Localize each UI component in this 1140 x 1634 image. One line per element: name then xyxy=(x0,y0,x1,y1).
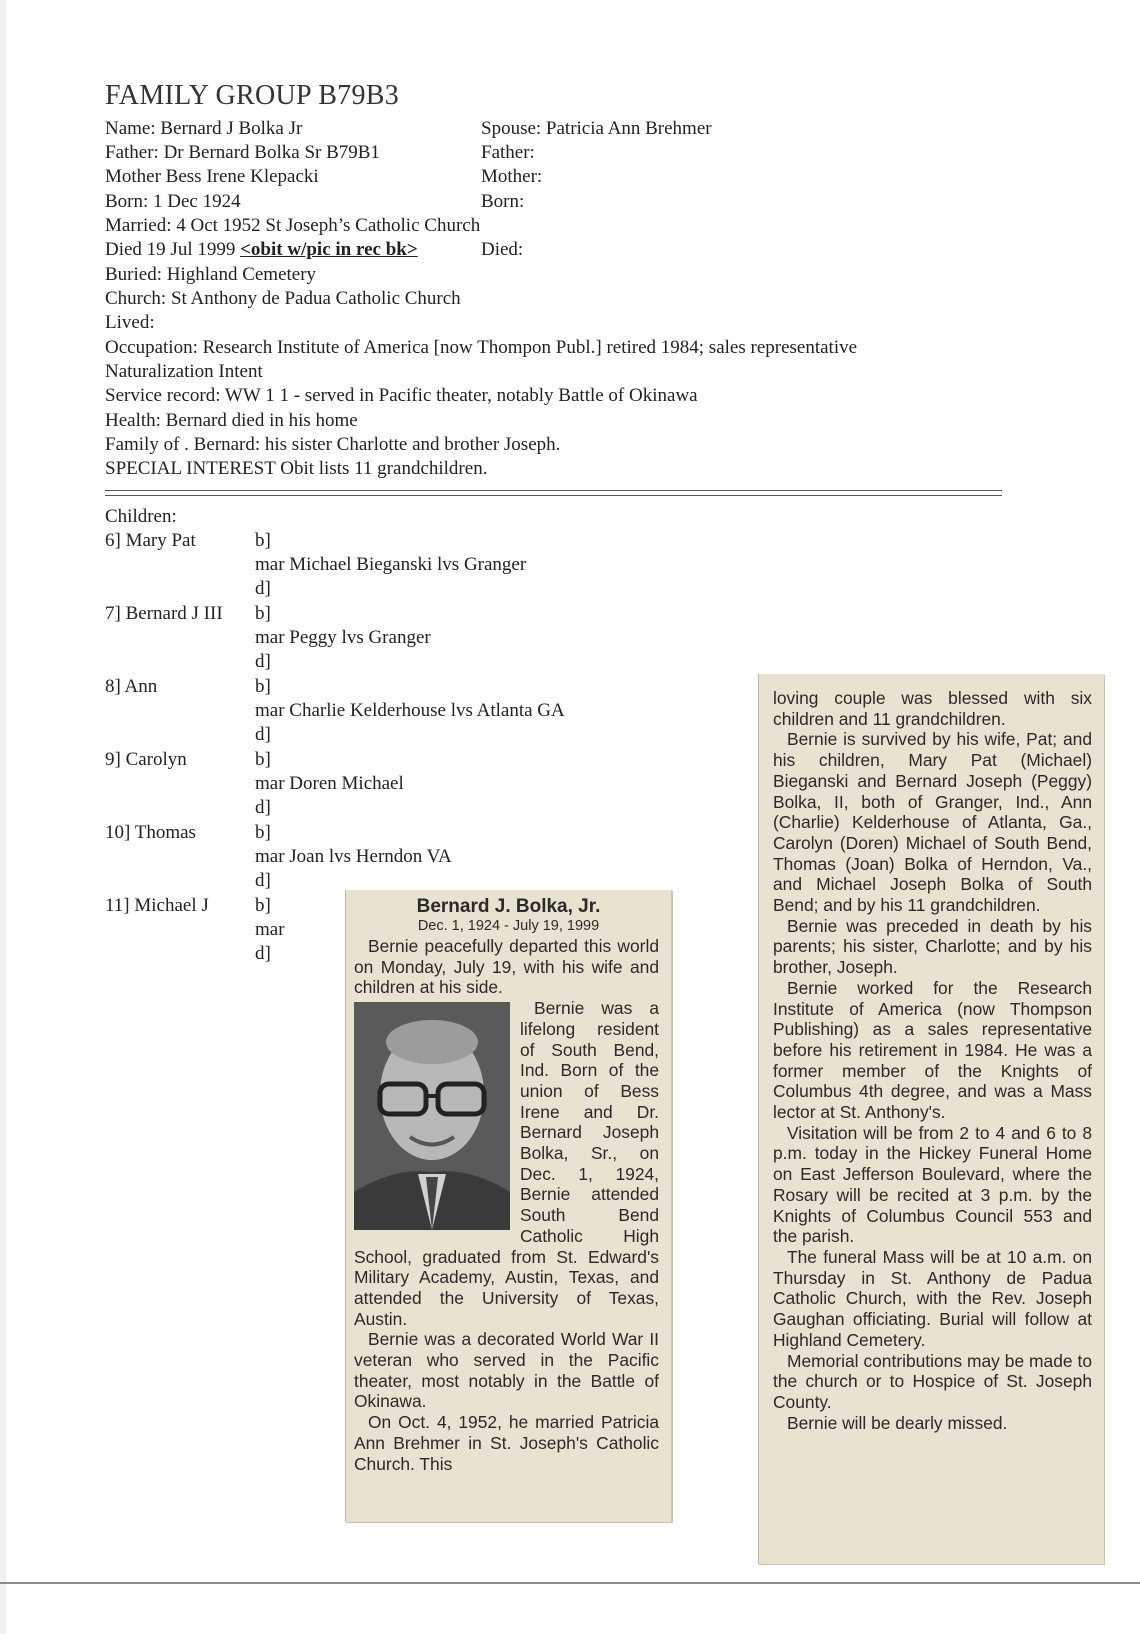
obituary-dates: Dec. 1, 1924 - July 19, 1999 xyxy=(417,918,600,934)
section-divider xyxy=(105,490,1002,496)
child-name: 9] Carolyn xyxy=(105,749,187,770)
occupation-field: Occupation: Research Institute of America [now Thompon Publ.] retired 1984; sales representative xyxy=(105,337,858,358)
child-died: d] xyxy=(255,578,271,599)
child-name: 11] Michael J xyxy=(105,895,209,916)
obituary-paragraph: Bernie worked for the Research Institute of America (now Thompson Publishing) as a sales representative before his retirement in 1984. He was a former member of the Knights of Columbus 4th degree, and was a Mass lector at St. Anthony's. xyxy=(773,977,1092,1123)
lived-field: Lived: xyxy=(105,312,155,333)
obituary-paragraph: loving couple was blessed with six children and 11 grandchildren. xyxy=(773,688,1092,729)
child-born: b] xyxy=(255,530,271,551)
child-name: 6] Mary Pat xyxy=(105,530,196,551)
obituary-paragraph: Bernie was preceded in death by his parents; his sister, Charlotte; and by his brother, Joseph. xyxy=(773,915,1092,978)
mother-field: Mother Bess Irene Klepacki xyxy=(105,166,319,187)
special-interest-field: SPECIAL INTEREST Obit lists 11 grandchildren. xyxy=(105,458,488,479)
buried-field: Buried: Highland Cemetery xyxy=(105,264,317,285)
name-field: Name: Bernard J Bolka Jr xyxy=(105,118,303,139)
naturalization-field: Naturalization Intent xyxy=(105,361,263,382)
spouse-died-field: Died: xyxy=(481,239,524,260)
children-label: Children: xyxy=(105,506,177,527)
child-died: d] xyxy=(255,724,271,745)
spouse-born-field: Born: xyxy=(481,191,525,212)
obituary-paragraph: On Oct. 4, 1952, he married Patricia Ann Brehmer in St. Joseph's Catholic Church. This xyxy=(354,1412,659,1474)
obituary-clipping-2 xyxy=(758,674,1104,1564)
page-title: FAMILY GROUP B79B3 xyxy=(105,80,400,111)
child-born: b] xyxy=(255,676,271,697)
obituary-paragraph: The funeral Mass will be at 10 a.m. on Thursday in St. Anthony de Padua Catholic Church, with the Rev. Joseph Gaughan officiating. Burial will follow at Highland Cemetery. xyxy=(773,1246,1092,1350)
obituary-paragraph: Bernie was a decorated World War II veteran who served in the Pacific theater, most notably in the Battle of Okinawa. xyxy=(354,1329,659,1412)
child-name: 10] Thomas xyxy=(105,822,196,843)
obit-link[interactable]: <obit w/pic in rec bk> xyxy=(240,239,418,260)
spouse-father-field: Father: xyxy=(481,142,535,163)
child-married: mar xyxy=(255,919,285,940)
page-bottom-rule xyxy=(0,1582,1140,1584)
child-married: mar Joan lvs Herndon VA xyxy=(255,846,452,867)
child-born: b] xyxy=(255,749,271,770)
obituary-paragraph: Bernie will be dearly missed. xyxy=(787,1412,1008,1433)
obituary-paragraph: Visitation will be from 2 to 4 and 6 to 8 p.m. today in the Hickey Funeral Home on East Jefferson Boulevard, where the Rosary will be recited at 3 p.m. by the Knights of Columbus Council 553 and the parish. xyxy=(773,1122,1092,1247)
child-name: 8] Ann xyxy=(105,676,158,697)
church-field: Church: St Anthony de Padua Catholic Church xyxy=(105,288,461,309)
child-died: d] xyxy=(255,870,271,891)
child-married: mar Doren Michael xyxy=(255,773,404,794)
child-married: mar Peggy lvs Granger xyxy=(255,627,431,648)
family-of-field: Family of . Bernard: his sister Charlotte and brother Joseph. xyxy=(105,434,561,455)
child-died: d] xyxy=(255,651,271,672)
child-born: b] xyxy=(255,822,271,843)
obituary-paragraph: Bernie peacefully departed this world on Monday, July 19, with his wife and children at his side. xyxy=(354,936,659,998)
obituary-paragraph: Bernie is survived by his wife, Pat; and his children, Mary Pat (Michael) Bieganski and Bernard Joseph (Peggy) Bolka, II, both of Granger, Ind., Ann (Charlie) Kelderhouse of Atlanta, Ga., Carolyn (Doren) Michael of South Bend, Thomas (Joan) Bolka of Herndon, Va., and Michael Joseph Bolka of South Bend; and by his 11 grandchildren. xyxy=(773,729,1092,916)
portrait-photo xyxy=(354,1002,510,1230)
service-record-field: Service record: WW 1 1 - served in Pacific theater, notably Battle of Okinawa xyxy=(105,385,698,406)
child-married: mar Charlie Kelderhouse lvs Atlanta GA xyxy=(255,700,565,721)
born-field: Born: 1 Dec 1924 xyxy=(105,191,241,212)
child-born: b] xyxy=(255,603,271,624)
child-died: d] xyxy=(255,797,271,818)
father-field: Father: Dr Bernard Bolka Sr B79B1 xyxy=(105,142,380,163)
obituary-clipping-1 xyxy=(345,890,672,1522)
died-field xyxy=(105,239,418,261)
obituary-headline: Bernard J. Bolka, Jr. xyxy=(416,896,601,917)
health-field: Health: Bernard died in his home xyxy=(105,410,358,431)
child-born: b] xyxy=(255,895,271,916)
obituary-paragraph: Bernie was a lifelong resident of South Bend, Ind. Born of the union of Bess Irene and Dr. Bernard Joseph Bolka, Sr., on Dec. 1, 1924, Bernie attended South Bend Catholic High School, graduated from St. Edward's Military Academy, Austin, Texas, and attended the University of Texas, Austin. xyxy=(354,998,659,1329)
obituary-paragraph: Memorial contributions may be made to the church or to Hospice of St. Joseph County. xyxy=(773,1350,1092,1412)
married-field: Married: 4 Oct 1952 St Joseph’s Catholic Church xyxy=(105,215,481,236)
child-married: mar Michael Bieganski lvs Granger xyxy=(255,554,527,575)
child-died: d] xyxy=(255,943,271,964)
died-date: Died 19 Jul 1999 xyxy=(105,239,236,260)
child-name: 7] Bernard J III xyxy=(105,603,223,624)
spouse-mother-field: Mother: xyxy=(481,166,543,187)
spouse-field: Spouse: Patricia Ann Brehmer xyxy=(481,118,712,139)
